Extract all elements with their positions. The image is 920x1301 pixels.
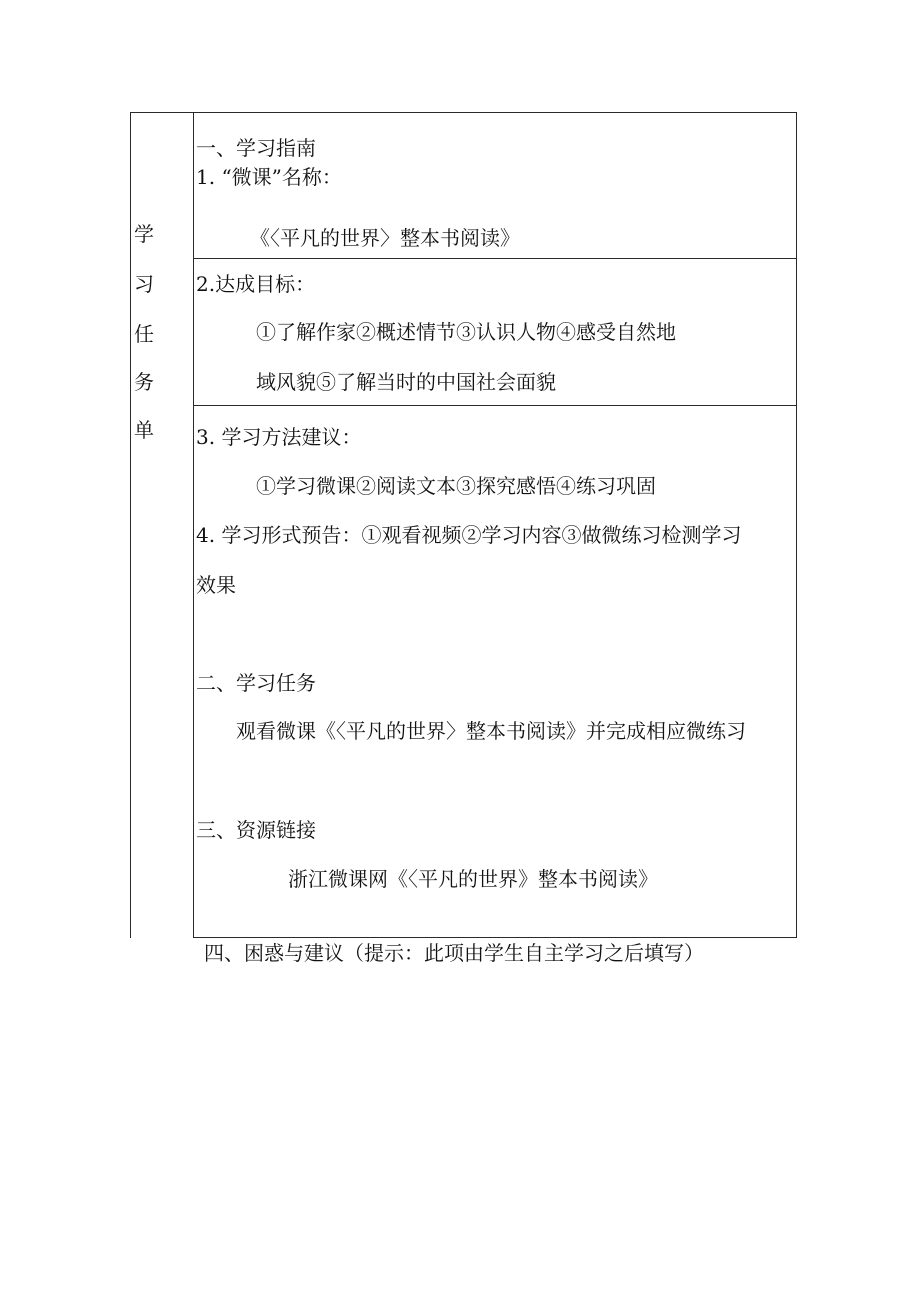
microcourse-name-label: 1. “微课”名称：	[196, 165, 342, 189]
side-label-char-3: 任	[134, 322, 154, 346]
microcourse-name-value: 《〈平凡的世界〉整本书阅读》	[250, 226, 520, 250]
tasks-heading: 二、学习任务	[196, 671, 316, 695]
format-preview-line-2: 效果	[196, 573, 236, 597]
side-label-char-1: 学	[134, 222, 154, 246]
side-label-char-4: 务	[134, 370, 154, 394]
goals-line-2: 域风貌⑤了解当时的中国社会面貌	[256, 370, 556, 394]
row-divider-1	[193, 258, 797, 259]
resources-heading: 三、资源链接	[196, 818, 316, 842]
table-top-border	[130, 112, 797, 113]
table-right-border	[796, 112, 797, 938]
methods-line-1: ①学习微课②阅读文本③探究感悟④练习巩固	[256, 474, 656, 498]
row-divider-2	[193, 405, 797, 406]
questions-suggestions-heading: 四、困惑与建议（提示：此项由学生自主学习之后填写）	[204, 941, 704, 965]
table-column-divider	[193, 112, 194, 938]
format-preview-line-1: 4. 学习形式预告：①观看视频②学习内容③做微练习检测学习	[196, 523, 742, 547]
side-label-char-5: 单	[134, 418, 154, 442]
resources-link: 浙江微课网《〈平凡的世界》整本书阅读》	[288, 867, 658, 891]
tasks-body: 观看微课《〈平凡的世界〉整本书阅读》并完成相应微练习	[236, 719, 746, 743]
table-left-border	[130, 112, 131, 938]
table-bottom-border	[193, 937, 797, 938]
goals-line-1: ①了解作家②概述情节③认识人物④感受自然地	[256, 320, 676, 344]
section1-heading: 一、学习指南	[196, 136, 316, 160]
goals-heading: 2.达成目标：	[196, 272, 316, 296]
side-label-char-2: 习	[134, 272, 154, 296]
methods-heading: 3. 学习方法建议：	[196, 425, 362, 449]
